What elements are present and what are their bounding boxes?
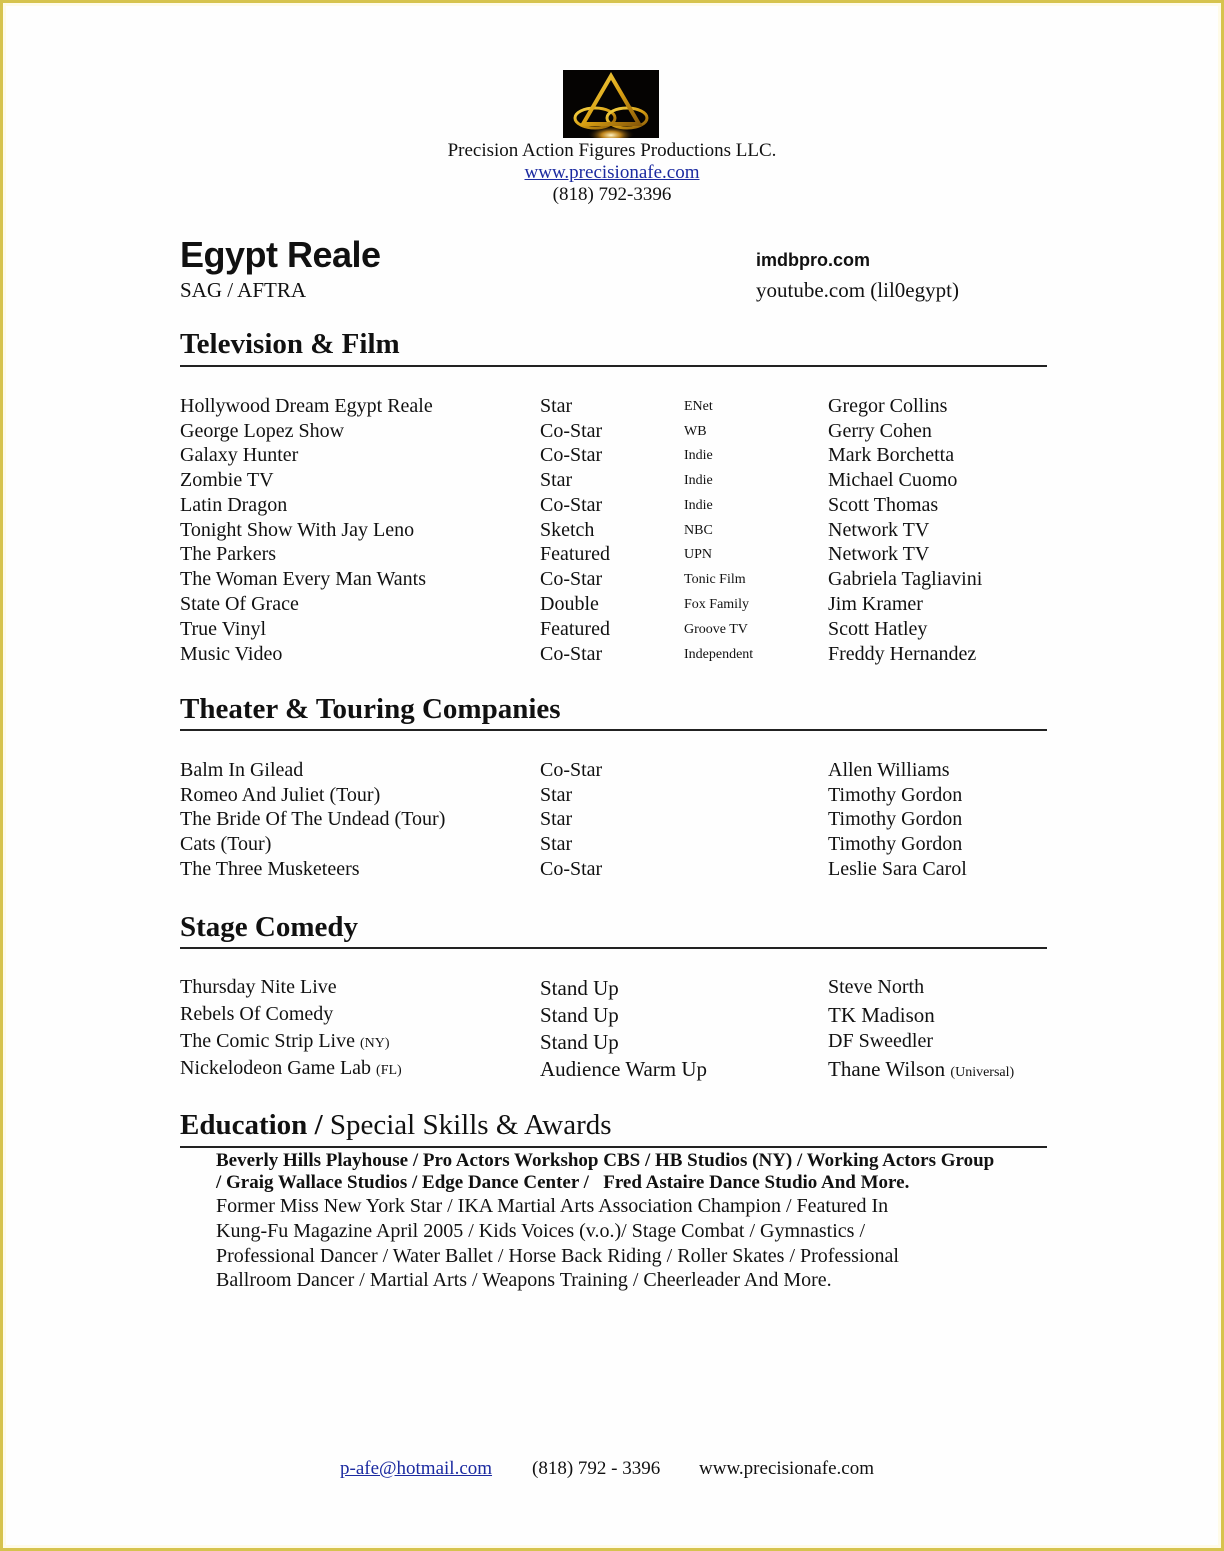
table-row [0, 543, 1224, 568]
credit-network: Independent [684, 647, 754, 662]
table-row [0, 858, 1224, 883]
education-title-rest: Special Skills & Awards [322, 1109, 612, 1141]
credit-director: Thane Wilson [828, 1057, 946, 1081]
footer-email-link[interactable]: p-afe@hotmail.com [340, 1458, 493, 1479]
section-title-education [180, 1109, 612, 1142]
credit-director: Freddy Hernandez [828, 643, 977, 665]
union-affiliation: SAG / AFTRA [180, 278, 307, 302]
credit-director: Allen Williams [828, 759, 950, 781]
table-row [0, 395, 1224, 420]
section-title-theater: Theater & Touring Companies [180, 693, 561, 725]
credit-role: Star [540, 395, 573, 417]
skills-line: Professional Dancer / Water Ballet / Horse Back Riding / Roller Skates / Professional [216, 1245, 899, 1267]
section-title-comedy: Stage Comedy [180, 911, 359, 943]
section-divider [180, 947, 1047, 949]
credit-title: Zombie TV [180, 469, 274, 491]
credit-title: The Parkers [180, 543, 277, 565]
credit-director: Network TV [828, 519, 930, 541]
education-title-bold: Education / [180, 1109, 323, 1141]
table-row [0, 1057, 1224, 1082]
table-row [0, 618, 1224, 643]
credit-director: Timothy Gordon [828, 808, 963, 830]
table-row [0, 444, 1224, 469]
credit-network: Fox Family [684, 597, 749, 612]
credit-role: Co-Star [540, 494, 603, 516]
section-divider [180, 1146, 1047, 1148]
credit-title: George Lopez Show [180, 420, 345, 442]
credit-role: Co-Star [540, 568, 603, 590]
credit-role: Featured [540, 543, 610, 565]
credit-title: The Three Musketeers [180, 858, 360, 880]
credit-director: DF Sweedler [828, 1030, 933, 1052]
footer-website: www.precisionafe.com [699, 1458, 874, 1479]
credit-director-note: (Universal) [950, 1065, 1015, 1080]
table-row [0, 784, 1224, 809]
skills-line: Kung-Fu Magazine April 2005 / Kids Voices (v.o.)/ Stage Combat / Gymnastics / [216, 1220, 866, 1242]
credit-director: Timothy Gordon [828, 784, 963, 806]
table-row [0, 593, 1224, 618]
footer-phone: (818) 792 - 3396 [532, 1458, 661, 1479]
section-divider [180, 729, 1047, 731]
table-row [0, 519, 1224, 544]
credit-role: Co-Star [540, 420, 603, 442]
credit-role: Co-Star [540, 759, 603, 781]
credit-network: Groove TV [684, 622, 748, 637]
skills-line: Ballroom Dancer / Martial Arts / Weapons Training / Cheerleader And More. [216, 1269, 832, 1291]
table-row [0, 1030, 1224, 1055]
credit-director: Michael Cuomo [828, 469, 958, 491]
credit-role: Star [540, 833, 573, 855]
credit-director: Network TV [828, 543, 930, 565]
credit-title: Balm In Gilead [180, 759, 304, 781]
credit-title: Tonight Show With Jay Leno [180, 519, 415, 541]
credit-title: Galaxy Hunter [180, 444, 299, 466]
credit-director: Steve North [828, 976, 925, 998]
credit-title: Latin Dragon [180, 494, 288, 516]
credit-network: Indie [684, 498, 713, 513]
credit-title: Nickelodeon Game Lab [180, 1057, 372, 1079]
imdb-link[interactable]: imdbpro.com [756, 250, 871, 270]
table-row [0, 420, 1224, 445]
credit-title: The Bride Of The Undead (Tour) [180, 808, 446, 830]
credit-network: Indie [684, 473, 713, 488]
table-row [0, 568, 1224, 593]
credit-director: TK Madison [828, 1003, 935, 1027]
credit-network: WB [684, 424, 707, 439]
credit-director: Gregor Collins [828, 395, 948, 417]
credit-location-note: (FL) [376, 1063, 402, 1078]
table-row [0, 759, 1224, 784]
table-row [0, 494, 1224, 519]
credit-title: Romeo And Juliet (Tour) [180, 784, 381, 806]
credit-title: Thursday Nite Live [180, 976, 337, 998]
credit-role: Featured [540, 618, 610, 640]
credit-network: ENet [684, 399, 713, 414]
table-row [0, 976, 1224, 1001]
credit-role: Stand Up [540, 976, 619, 1000]
credit-role: Sketch [540, 519, 595, 541]
credit-title: Cats (Tour) [180, 833, 272, 855]
credit-director: Gerry Cohen [828, 420, 932, 442]
credit-network: NBC [684, 523, 713, 538]
credit-role: Stand Up [540, 1003, 619, 1027]
credit-role: Co-Star [540, 444, 603, 466]
credit-role: Star [540, 469, 573, 491]
credit-director: Scott Thomas [828, 494, 939, 516]
credit-title: Music Video [180, 643, 283, 665]
training-line: Beverly Hills Playhouse / Pro Actors Workshop CBS / HB Studios (NY) / Working Actors Group [216, 1150, 995, 1171]
company-phone: (818) 792-3396 [552, 184, 672, 205]
credit-role: Audience Warm Up [540, 1057, 708, 1081]
credit-role: Star [540, 784, 573, 806]
credit-title: The Comic Strip Live [180, 1030, 355, 1052]
actor-name: Egypt Reale [180, 234, 381, 275]
table-row [0, 1003, 1224, 1028]
credit-role: Star [540, 808, 573, 830]
credit-role: Co-Star [540, 643, 603, 665]
table-row [0, 469, 1224, 494]
table-row [0, 833, 1224, 858]
youtube-link[interactable]: youtube.com (lil0egypt) [756, 278, 959, 302]
training-line: / Graig Wallace Studios / Edge Dance Center / Fred Astaire Dance Studio And More. [216, 1172, 910, 1193]
credit-director: Scott Hatley [828, 618, 928, 640]
credit-title: The Woman Every Man Wants [180, 568, 426, 590]
credit-network: Indie [684, 448, 713, 463]
section-divider [180, 365, 1047, 367]
section-title-tv-film: Television & Film [180, 328, 400, 360]
credit-director: Mark Borchetta [828, 444, 955, 466]
credit-title: Rebels Of Comedy [180, 1003, 334, 1025]
credit-director: Leslie Sara Carol [828, 858, 967, 880]
credit-director: Gabriela Tagliavini [828, 568, 983, 590]
company-name: Precision Action Figures Productions LLC. [447, 140, 777, 161]
credit-role: Double [540, 593, 599, 615]
credit-title: Hollywood Dream Egypt Reale [180, 395, 433, 417]
credit-title: State Of Grace [180, 593, 299, 615]
company-website-link[interactable]: www.precisionafe.com [524, 162, 700, 183]
credit-network: Tonic Film [684, 572, 746, 587]
table-row [0, 643, 1224, 668]
table-row [0, 808, 1224, 833]
credit-location-note: (NY) [359, 1036, 390, 1051]
credit-role: Stand Up [540, 1030, 619, 1054]
credit-title: True Vinyl [180, 618, 267, 640]
credit-role: Co-Star [540, 858, 603, 880]
credit-director: Jim Kramer [828, 593, 923, 615]
company-logo-icon [563, 70, 659, 138]
credit-director: Timothy Gordon [828, 833, 963, 855]
credit-network: UPN [684, 547, 713, 562]
skills-line: Former Miss New York Star / IKA Martial Arts Association Champion / Featured In [216, 1195, 889, 1217]
